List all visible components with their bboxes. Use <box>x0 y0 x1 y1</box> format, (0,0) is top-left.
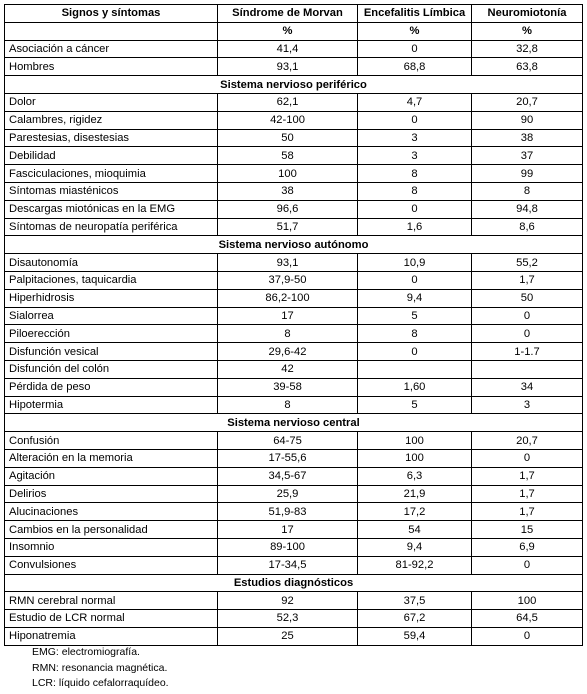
value-cell: 86,2-100 <box>218 289 358 307</box>
value-cell: 34,5-67 <box>218 467 358 485</box>
value-cell: 63,8 <box>472 58 583 76</box>
table-body <box>5 40 583 645</box>
unit-cell: % <box>218 22 358 40</box>
header-neuromyotonia: Neuromiotonía <box>472 5 583 23</box>
value-cell: 3 <box>358 147 472 165</box>
value-cell: 5 <box>358 396 472 414</box>
table-row <box>5 307 583 325</box>
symptom-label: Piloerección <box>5 325 218 343</box>
value-cell: 99 <box>472 165 583 183</box>
value-cell: 0 <box>472 325 583 343</box>
footnotes <box>32 645 169 692</box>
value-cell: 64,5 <box>472 610 583 628</box>
value-cell: 17 <box>218 521 358 539</box>
value-cell: 0 <box>358 343 472 361</box>
table-row <box>5 360 583 378</box>
symptom-label: Síntomas de neuropatía periférica <box>5 218 218 236</box>
value-cell: 51,7 <box>218 218 358 236</box>
value-cell: 37,9-50 <box>218 271 358 289</box>
footnote: RMN: resonancia magnética. <box>32 661 168 674</box>
table-row <box>5 538 583 556</box>
section-title: Sistema nervioso periférico <box>5 76 583 94</box>
value-cell: 25 <box>218 627 358 645</box>
header-signs: Signos y síntomas <box>5 5 218 23</box>
symptom-label: Disfunción del colón <box>5 360 218 378</box>
value-cell: 1,7 <box>472 467 583 485</box>
table-row <box>5 325 583 343</box>
table-row <box>5 289 583 307</box>
section-title: Sistema nervioso autónomo <box>5 236 583 254</box>
value-cell: 93,1 <box>218 58 358 76</box>
value-cell: 81-92,2 <box>358 556 472 574</box>
value-cell: 50 <box>218 129 358 147</box>
value-cell <box>472 360 583 378</box>
section-header-row <box>5 414 583 432</box>
table-row <box>5 93 583 111</box>
value-cell: 17,2 <box>358 503 472 521</box>
table-row <box>5 378 583 396</box>
table-row <box>5 271 583 289</box>
value-cell: 1,6 <box>358 218 472 236</box>
table-row <box>5 111 583 129</box>
value-cell: 92 <box>218 592 358 610</box>
table-row <box>5 396 583 414</box>
unit-cell: % <box>358 22 472 40</box>
value-cell: 58 <box>218 147 358 165</box>
value-cell: 10,9 <box>358 254 472 272</box>
value-cell: 20,7 <box>472 93 583 111</box>
table-row <box>5 343 583 361</box>
section-header-row <box>5 236 583 254</box>
value-cell: 37,5 <box>358 592 472 610</box>
value-cell: 67,2 <box>358 610 472 628</box>
value-cell: 59,4 <box>358 627 472 645</box>
value-cell: 54 <box>358 521 472 539</box>
symptom-label: Descargas miotónicas en la EMG <box>5 200 218 218</box>
value-cell: 32,8 <box>472 40 583 58</box>
footnote: LCR: líquido cefalorraquídeo. <box>32 677 169 689</box>
table-row <box>5 485 583 503</box>
symptom-label: Cambios en la personalidad <box>5 521 218 539</box>
value-cell: 29,6-42 <box>218 343 358 361</box>
value-cell: 0 <box>358 111 472 129</box>
value-cell: 0 <box>472 556 583 574</box>
value-cell: 55,2 <box>472 254 583 272</box>
symptom-label: Disautonomía <box>5 254 218 272</box>
value-cell: 17-34,5 <box>218 556 358 574</box>
symptom-label: Alucinaciones <box>5 503 218 521</box>
table-row <box>5 218 583 236</box>
value-cell: 39-58 <box>218 378 358 396</box>
value-cell: 21,9 <box>358 485 472 503</box>
footnote: EMG: electromiografía. <box>32 646 140 658</box>
value-cell: 1,7 <box>472 271 583 289</box>
table-row <box>5 610 583 628</box>
value-cell: 62,1 <box>218 93 358 111</box>
table-row <box>5 467 583 485</box>
value-cell: 1-1.7 <box>472 343 583 361</box>
table-row <box>5 58 583 76</box>
value-cell: 41,4 <box>218 40 358 58</box>
symptom-label: Calambres, rigidez <box>5 111 218 129</box>
symptom-label: Convulsiones <box>5 556 218 574</box>
table-row <box>5 432 583 450</box>
header-row <box>5 5 583 23</box>
value-cell: 1,60 <box>358 378 472 396</box>
symptom-label: Parestesias, disestesias <box>5 129 218 147</box>
value-cell: 9,4 <box>358 538 472 556</box>
value-cell: 8 <box>218 396 358 414</box>
value-cell: 100 <box>218 165 358 183</box>
value-cell: 52,3 <box>218 610 358 628</box>
value-cell: 4,7 <box>358 93 472 111</box>
table-row <box>5 254 583 272</box>
symptom-label: Hombres <box>5 58 218 76</box>
table-row <box>5 627 583 645</box>
symptom-label: Disfunción vesical <box>5 343 218 361</box>
symptom-label: Agitación <box>5 467 218 485</box>
value-cell: 0 <box>358 271 472 289</box>
value-cell: 8 <box>358 165 472 183</box>
table-row <box>5 521 583 539</box>
symptom-label: Debilidad <box>5 147 218 165</box>
section-header-row <box>5 76 583 94</box>
value-cell: 0 <box>358 40 472 58</box>
table-row <box>5 182 583 200</box>
value-cell: 8 <box>358 325 472 343</box>
symptom-label: Delirios <box>5 485 218 503</box>
symptom-label: Insomnio <box>5 538 218 556</box>
value-cell: 42-100 <box>218 111 358 129</box>
table-row <box>5 200 583 218</box>
value-cell: 64-75 <box>218 432 358 450</box>
value-cell: 37 <box>472 147 583 165</box>
value-cell: 38 <box>218 182 358 200</box>
table-row <box>5 503 583 521</box>
section-title: Estudios diagnósticos <box>5 574 583 592</box>
symptom-label: Dolor <box>5 93 218 111</box>
value-cell: 0 <box>472 627 583 645</box>
symptom-label: Estudio de LCR normal <box>5 610 218 628</box>
value-cell: 25,9 <box>218 485 358 503</box>
value-cell: 6,3 <box>358 467 472 485</box>
table-row <box>5 147 583 165</box>
value-cell: 8 <box>218 325 358 343</box>
table-row <box>5 165 583 183</box>
header-limbic: Encefalitis Límbica <box>358 5 472 23</box>
value-cell: 93,1 <box>218 254 358 272</box>
value-cell: 90 <box>472 111 583 129</box>
value-cell: 100 <box>472 592 583 610</box>
symptoms-table <box>4 4 583 646</box>
symptom-label: RMN cerebral normal <box>5 592 218 610</box>
header-morvan: Síndrome de Morvan <box>218 5 358 23</box>
unit-cell: % <box>472 22 583 40</box>
section-header-row <box>5 574 583 592</box>
value-cell <box>358 360 472 378</box>
value-cell: 38 <box>472 129 583 147</box>
value-cell: 0 <box>472 307 583 325</box>
symptom-label: Palpitaciones, taquicardia <box>5 271 218 289</box>
value-cell: 34 <box>472 378 583 396</box>
value-cell: 0 <box>472 449 583 467</box>
symptom-label: Confusión <box>5 432 218 450</box>
value-cell: 100 <box>358 432 472 450</box>
value-cell: 6,9 <box>472 538 583 556</box>
unit-cell <box>5 22 218 40</box>
table-row <box>5 556 583 574</box>
symptom-label: Fasciculaciones, mioquimia <box>5 165 218 183</box>
value-cell: 68,8 <box>358 58 472 76</box>
value-cell: 15 <box>472 521 583 539</box>
value-cell: 1,7 <box>472 485 583 503</box>
table-row <box>5 449 583 467</box>
section-title: Sistema nervioso central <box>5 414 583 432</box>
symptom-label: Asociación a cáncer <box>5 40 218 58</box>
value-cell: 3 <box>358 129 472 147</box>
value-cell: 1,7 <box>472 503 583 521</box>
value-cell: 0 <box>358 200 472 218</box>
value-cell: 42 <box>218 360 358 378</box>
value-cell: 89-100 <box>218 538 358 556</box>
symptom-label: Pérdida de peso <box>5 378 218 396</box>
value-cell: 17 <box>218 307 358 325</box>
value-cell: 96,6 <box>218 200 358 218</box>
value-cell: 100 <box>358 449 472 467</box>
symptom-label: Sialorrea <box>5 307 218 325</box>
table-row <box>5 592 583 610</box>
symptom-label: Hiponatremia <box>5 627 218 645</box>
symptom-label: Síntomas miasténicos <box>5 182 218 200</box>
value-cell: 3 <box>472 396 583 414</box>
symptom-label: Alteración en la memoria <box>5 449 218 467</box>
value-cell: 51,9-83 <box>218 503 358 521</box>
value-cell: 50 <box>472 289 583 307</box>
value-cell: 8 <box>472 182 583 200</box>
value-cell: 94,8 <box>472 200 583 218</box>
table-row <box>5 40 583 58</box>
value-cell: 17-55,6 <box>218 449 358 467</box>
table-row <box>5 129 583 147</box>
symptom-label: Hiperhidrosis <box>5 289 218 307</box>
value-cell: 5 <box>358 307 472 325</box>
units-row <box>5 22 583 40</box>
value-cell: 8,6 <box>472 218 583 236</box>
value-cell: 8 <box>358 182 472 200</box>
symptom-label: Hipotermia <box>5 396 218 414</box>
value-cell: 20,7 <box>472 432 583 450</box>
value-cell: 9,4 <box>358 289 472 307</box>
